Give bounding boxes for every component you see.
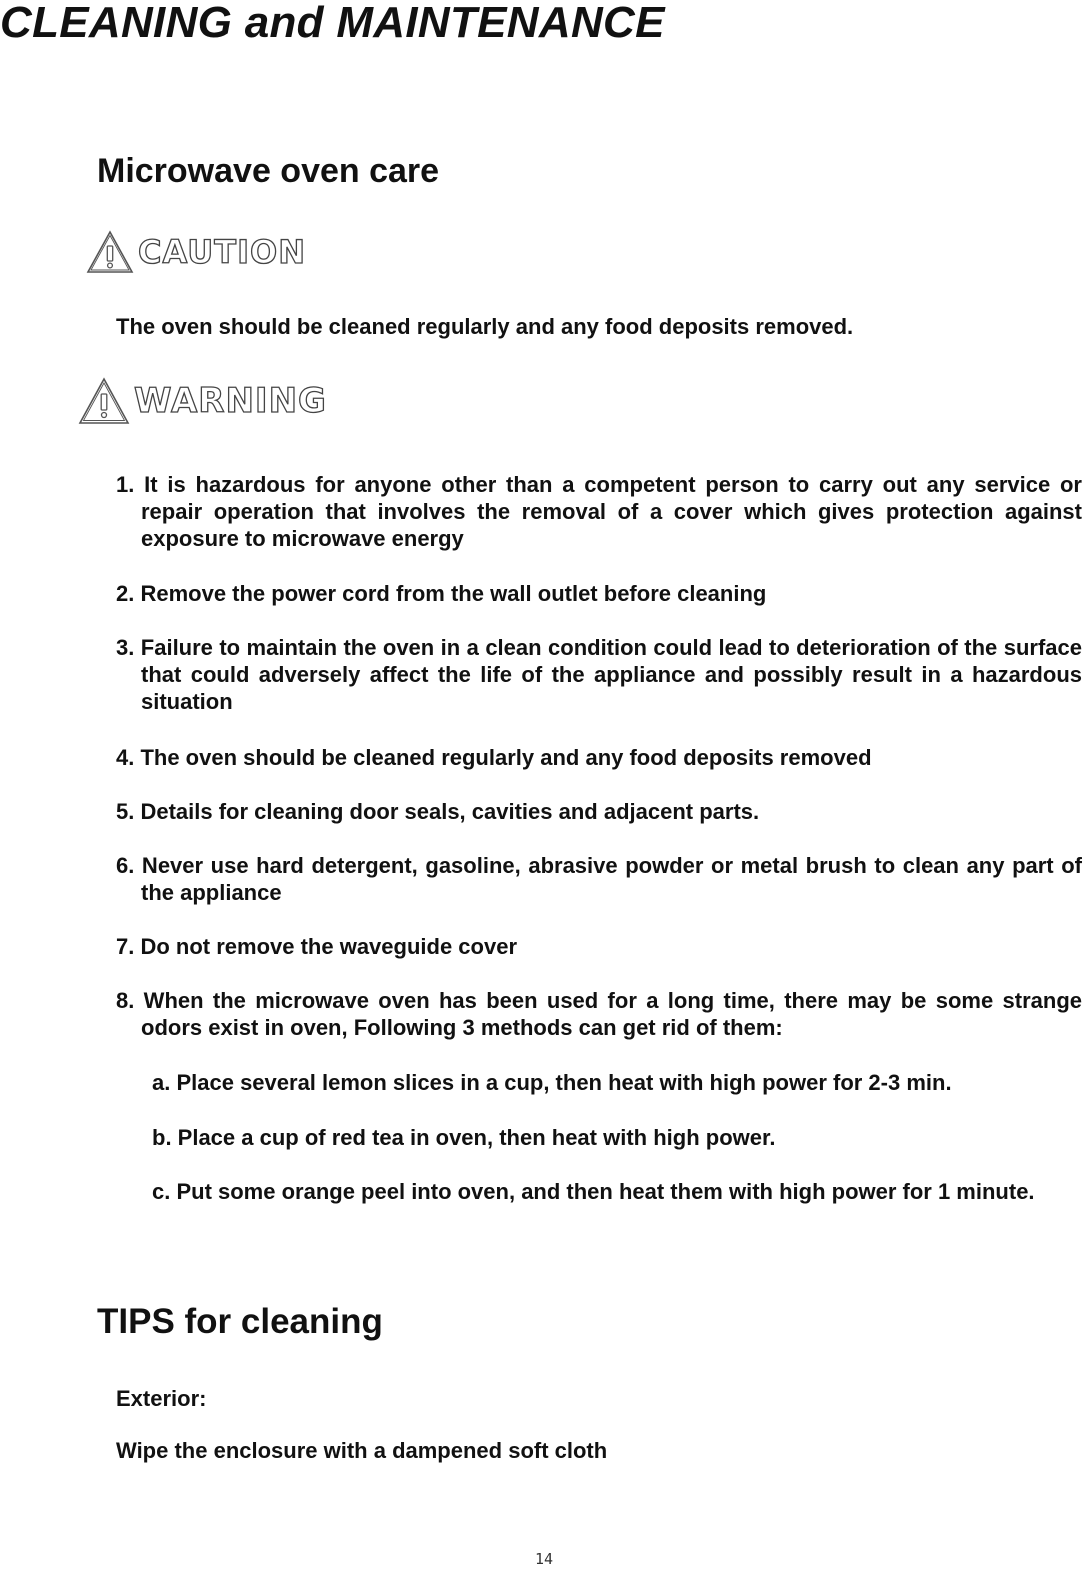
- exterior-label: Exterior:: [116, 1386, 207, 1411]
- warning-item-2: 2. Remove the power cord from the wall outlet before cleaning: [116, 581, 767, 606]
- warning-sub-item-c: c. Put some orange peel into oven, and then heat them with high power for 1 minute.: [152, 1179, 1035, 1204]
- warning-item-8: 8. When the microwave oven has been used for a long time, there may be some strange odors exist in oven, Following 3 methods can get rid of them:: [116, 988, 1082, 1040]
- caution-notice: [86, 230, 306, 274]
- caution-text: The oven should be cleaned regularly and any food deposits removed.: [116, 314, 854, 339]
- warning-triangle-icon: [86, 230, 134, 274]
- page-title: CLEANING and MAINTENANCE: [0, 0, 665, 47]
- warning-sub-item-b: b. Place a cup of red tea in oven, then heat with high power.: [152, 1125, 776, 1150]
- warning-item-6: 6. Never use hard detergent, gasoline, abrasive powder or metal brush to clean any part of the appliance: [116, 853, 1082, 905]
- warning-item-3: 3. Failure to maintain the oven in a clean condition could lead to deterioration of the surface that could adversely affect the life of the appliance and possibly result in a hazardous situation: [116, 635, 1082, 714]
- warning-triangle-icon: [78, 377, 130, 425]
- warning-item-5: 5. Details for cleaning door seals, cavities and adjacent parts.: [116, 799, 760, 824]
- caution-label: CAUTION: [138, 233, 306, 271]
- section-heading-care: Microwave oven care: [97, 152, 440, 190]
- warning-item-4: 4. The oven should be cleaned regularly and any food deposits removed: [116, 745, 872, 770]
- page-number: 14: [534, 1550, 554, 1568]
- warning-label: WARNING: [134, 381, 327, 421]
- warning-sub-item-a: a. Place several lemon slices in a cup, then heat with high power for 2-3 min.: [152, 1070, 952, 1095]
- section-heading-tips: TIPS for cleaning: [97, 1302, 383, 1341]
- warning-item-7: 7. Do not remove the waveguide cover: [116, 934, 518, 959]
- warning-notice: [78, 377, 327, 425]
- warning-item-1: 1. It is hazardous for anyone other than a competent person to carry out any service or repair operation that involves the removal of a cover which gives protection against exposure to microwave energy: [116, 472, 1082, 551]
- exterior-text: Wipe the enclosure with a dampened soft cloth: [116, 1438, 608, 1463]
